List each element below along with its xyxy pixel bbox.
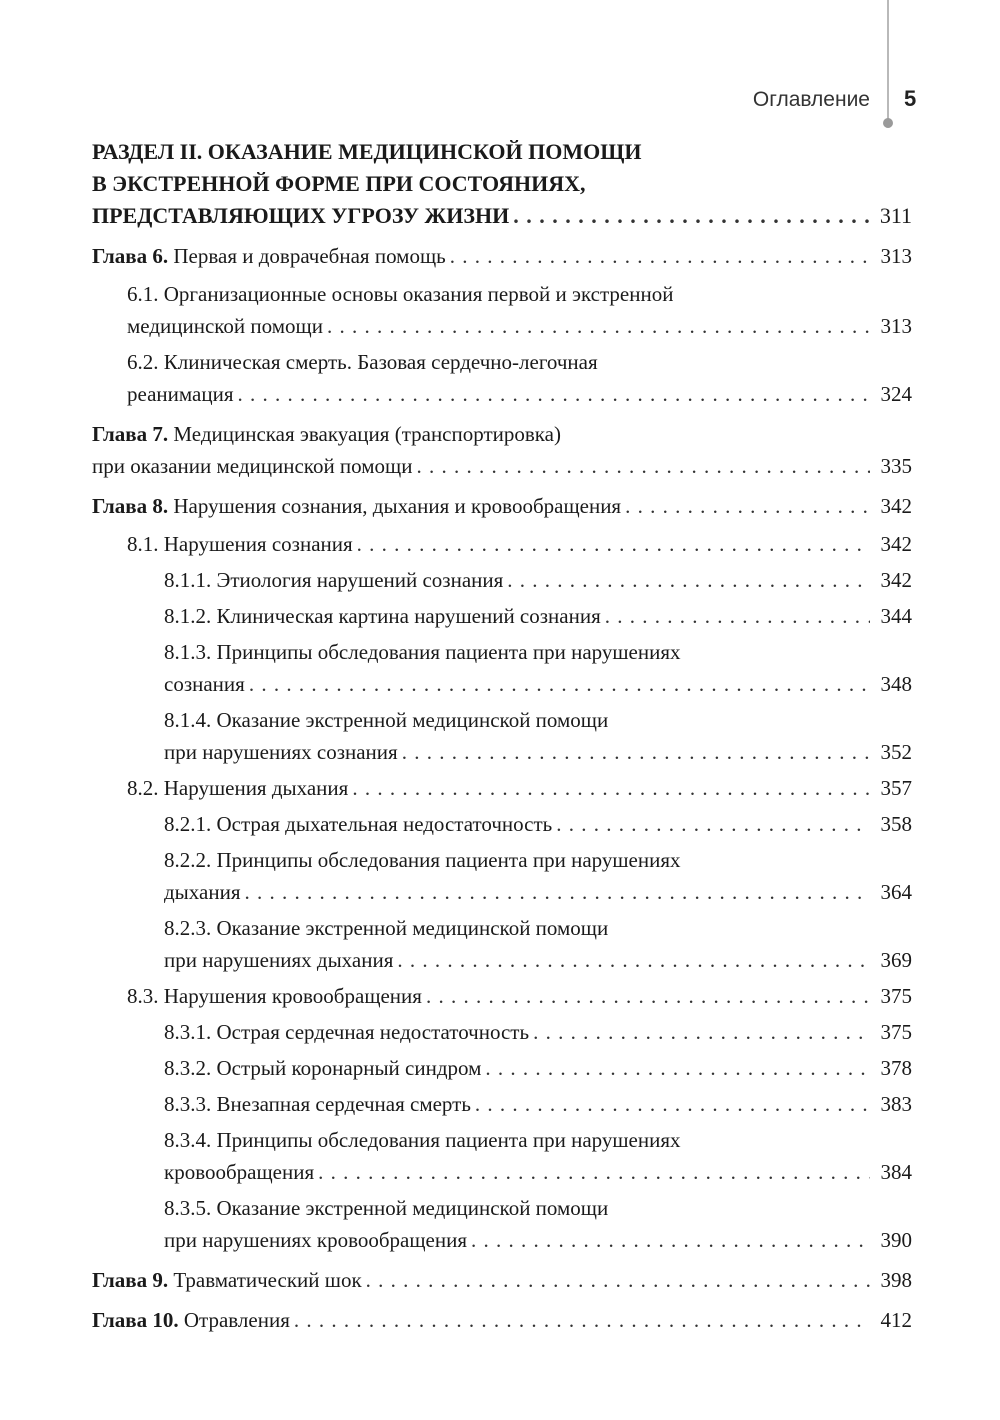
toc-subsection-8-2-3[interactable] bbox=[92, 912, 912, 976]
toc-part-2[interactable] bbox=[92, 136, 912, 232]
dot-leader bbox=[450, 240, 870, 272]
toc-section-8-1[interactable] bbox=[92, 528, 912, 560]
subsection-title: 8.3.5. Оказание экстренной медицинской помощи bbox=[164, 1196, 609, 1220]
section-title: 8.1. Нарушения сознания bbox=[127, 532, 353, 556]
toc-page: 390 bbox=[880, 1228, 912, 1252]
subsection-title: 8.3.3. Внезапная сердечная смерть bbox=[164, 1092, 471, 1116]
dot-leader bbox=[471, 1224, 870, 1256]
toc-page: 342 bbox=[880, 494, 912, 518]
subsection-title: 8.3.4. Принципы обследования пациента при нарушениях bbox=[164, 1128, 681, 1152]
running-title: Оглавление bbox=[752, 88, 870, 111]
toc-page: 335 bbox=[880, 454, 912, 478]
dot-leader bbox=[327, 310, 870, 342]
toc-page: 311 bbox=[879, 203, 912, 228]
toc-subsection-8-1-4[interactable] bbox=[92, 704, 912, 768]
toc-chapter-9[interactable] bbox=[92, 1264, 912, 1296]
section-title: 6.2. Клиническая смерть. Базовая сердечно-легочная bbox=[127, 350, 598, 374]
toc-section-6-2[interactable] bbox=[92, 346, 912, 410]
toc-page: 352 bbox=[880, 740, 912, 764]
toc-page: 384 bbox=[880, 1160, 912, 1184]
subsection-title: 8.1.3. Принципы обследования пациента при нарушениях bbox=[164, 640, 681, 664]
page-number: 5 bbox=[904, 86, 917, 111]
chapter-title: Первая и доврачебная помощь bbox=[168, 244, 446, 268]
subsection-title-cont: при нарушениях кровообращения bbox=[164, 1228, 467, 1252]
subsection-title: 8.1.2. Клиническая картина нарушений сознания bbox=[164, 604, 601, 628]
toc-page: 364 bbox=[880, 880, 912, 904]
dot-leader bbox=[507, 564, 870, 596]
toc-part-line2: В ЭКСТРЕННОЙ ФОРМЕ ПРИ СОСТОЯНИЯХ, bbox=[92, 171, 586, 196]
section-title: 6.1. Организационные основы оказания первой и экстренной bbox=[127, 282, 674, 306]
toc-page: 398 bbox=[880, 1268, 912, 1292]
header-divider-dot bbox=[883, 118, 893, 128]
toc-page: 369 bbox=[880, 948, 912, 972]
dot-leader bbox=[397, 944, 870, 976]
section-title: 8.2. Нарушения дыхания bbox=[127, 776, 349, 800]
subsection-title: 8.3.1. Острая сердечная недостаточность bbox=[164, 1020, 530, 1044]
toc-section-8-3[interactable] bbox=[92, 980, 912, 1012]
dot-leader bbox=[485, 1052, 870, 1084]
dot-leader bbox=[237, 378, 870, 410]
dot-leader bbox=[533, 1016, 870, 1048]
dot-leader bbox=[244, 876, 870, 908]
toc-page: 342 bbox=[880, 532, 912, 556]
chapter-label: Глава 7. bbox=[92, 422, 169, 446]
toc-page: 324 bbox=[880, 382, 912, 406]
toc-part-line3: ПРЕДСТАВЛЯЮЩИХ УГРОЗУ ЖИЗНИ bbox=[92, 203, 510, 228]
toc-subsection-8-1-1[interactable] bbox=[92, 564, 912, 596]
chapter-label: Глава 10. bbox=[92, 1308, 179, 1332]
dot-leader bbox=[249, 668, 870, 700]
chapter-title: Травматический шок bbox=[168, 1268, 362, 1292]
section-title-cont: реанимация bbox=[127, 382, 234, 406]
chapter-title: Медицинская эвакуация (транспортировка) bbox=[168, 422, 561, 446]
subsection-title: 8.2.2. Принципы обследования пациента при нарушениях bbox=[164, 848, 681, 872]
toc-page: 383 bbox=[880, 1092, 912, 1116]
subsection-title: 8.2.1. Острая дыхательная недостаточность bbox=[164, 812, 553, 836]
toc-subsection-8-2-2[interactable] bbox=[92, 844, 912, 908]
toc-page: 348 bbox=[880, 672, 912, 696]
dot-leader bbox=[366, 1264, 870, 1296]
toc-chapter-6[interactable] bbox=[92, 240, 912, 272]
toc-page: 375 bbox=[880, 984, 912, 1008]
toc-page: 313 bbox=[880, 244, 912, 268]
chapter-label: Глава 6. bbox=[92, 244, 169, 268]
dot-leader bbox=[294, 1304, 870, 1336]
chapter-label: Глава 8. bbox=[92, 494, 169, 518]
chapter-label: Глава 9. bbox=[92, 1268, 169, 1292]
toc-section-6-1[interactable] bbox=[92, 278, 912, 342]
toc-subsection-8-3-2[interactable] bbox=[92, 1052, 912, 1084]
subsection-title: 8.3.2. Острый коронарный синдром bbox=[164, 1056, 482, 1080]
subsection-title-cont: при нарушениях сознания bbox=[164, 740, 398, 764]
subsection-title-cont: при нарушениях дыхания bbox=[164, 948, 394, 972]
chapter-title: Отравления bbox=[178, 1308, 290, 1332]
subsection-title: 8.2.3. Оказание экстренной медицинской помощи bbox=[164, 916, 609, 940]
subsection-title: 8.1.1. Этиология нарушений сознания bbox=[164, 568, 504, 592]
dot-leader bbox=[426, 980, 870, 1012]
chapter-title-cont: при оказании медицинской помощи bbox=[92, 454, 413, 478]
dot-leader bbox=[475, 1088, 870, 1120]
dot-leader bbox=[605, 600, 870, 632]
toc-subsection-8-3-5[interactable] bbox=[92, 1192, 912, 1256]
chapter-title: Нарушения сознания, дыхания и кровообращения bbox=[168, 494, 622, 518]
toc-subsection-8-2-1[interactable] bbox=[92, 808, 912, 840]
toc-page: 412 bbox=[880, 1308, 912, 1332]
toc-chapter-7[interactable] bbox=[92, 418, 912, 482]
page-header bbox=[0, 84, 1000, 124]
toc-subsection-8-3-4[interactable] bbox=[92, 1124, 912, 1188]
dot-leader bbox=[513, 200, 870, 232]
toc-page: 342 bbox=[880, 568, 912, 592]
toc-chapter-8[interactable] bbox=[92, 490, 912, 522]
dot-leader bbox=[416, 450, 870, 482]
toc-part-line1: РАЗДЕЛ II. ОКАЗАНИЕ МЕДИЦИНСКОЙ ПОМОЩИ bbox=[92, 139, 642, 164]
toc-page: 375 bbox=[880, 1020, 912, 1044]
toc-page: 378 bbox=[880, 1056, 912, 1080]
table-of-contents bbox=[92, 136, 912, 1342]
subsection-title: 8.1.4. Оказание экстренной медицинской помощи bbox=[164, 708, 609, 732]
subsection-title-cont: кровообращения bbox=[164, 1160, 315, 1184]
dot-leader bbox=[625, 490, 870, 522]
toc-page: 357 bbox=[880, 776, 912, 800]
toc-chapter-10[interactable] bbox=[92, 1304, 912, 1336]
section-title-cont: медицинской помощи bbox=[127, 314, 323, 338]
toc-subsection-8-1-2[interactable] bbox=[92, 600, 912, 632]
dot-leader bbox=[352, 772, 870, 804]
subsection-title-cont: дыхания bbox=[164, 880, 241, 904]
toc-page: 358 bbox=[880, 812, 912, 836]
toc-subsection-8-3-1[interactable] bbox=[92, 1016, 912, 1048]
header-divider bbox=[887, 0, 889, 122]
dot-leader bbox=[556, 808, 870, 840]
toc-page: 313 bbox=[880, 314, 912, 338]
subsection-title-cont: сознания bbox=[164, 672, 245, 696]
dot-leader bbox=[357, 528, 870, 560]
toc-page: 344 bbox=[880, 604, 912, 628]
section-title: 8.3. Нарушения кровообращения bbox=[127, 984, 422, 1008]
toc-subsection-8-3-3[interactable] bbox=[92, 1088, 912, 1120]
dot-leader bbox=[402, 736, 870, 768]
toc-subsection-8-1-3[interactable] bbox=[92, 636, 912, 700]
toc-section-8-2[interactable] bbox=[92, 772, 912, 804]
dot-leader bbox=[318, 1156, 870, 1188]
